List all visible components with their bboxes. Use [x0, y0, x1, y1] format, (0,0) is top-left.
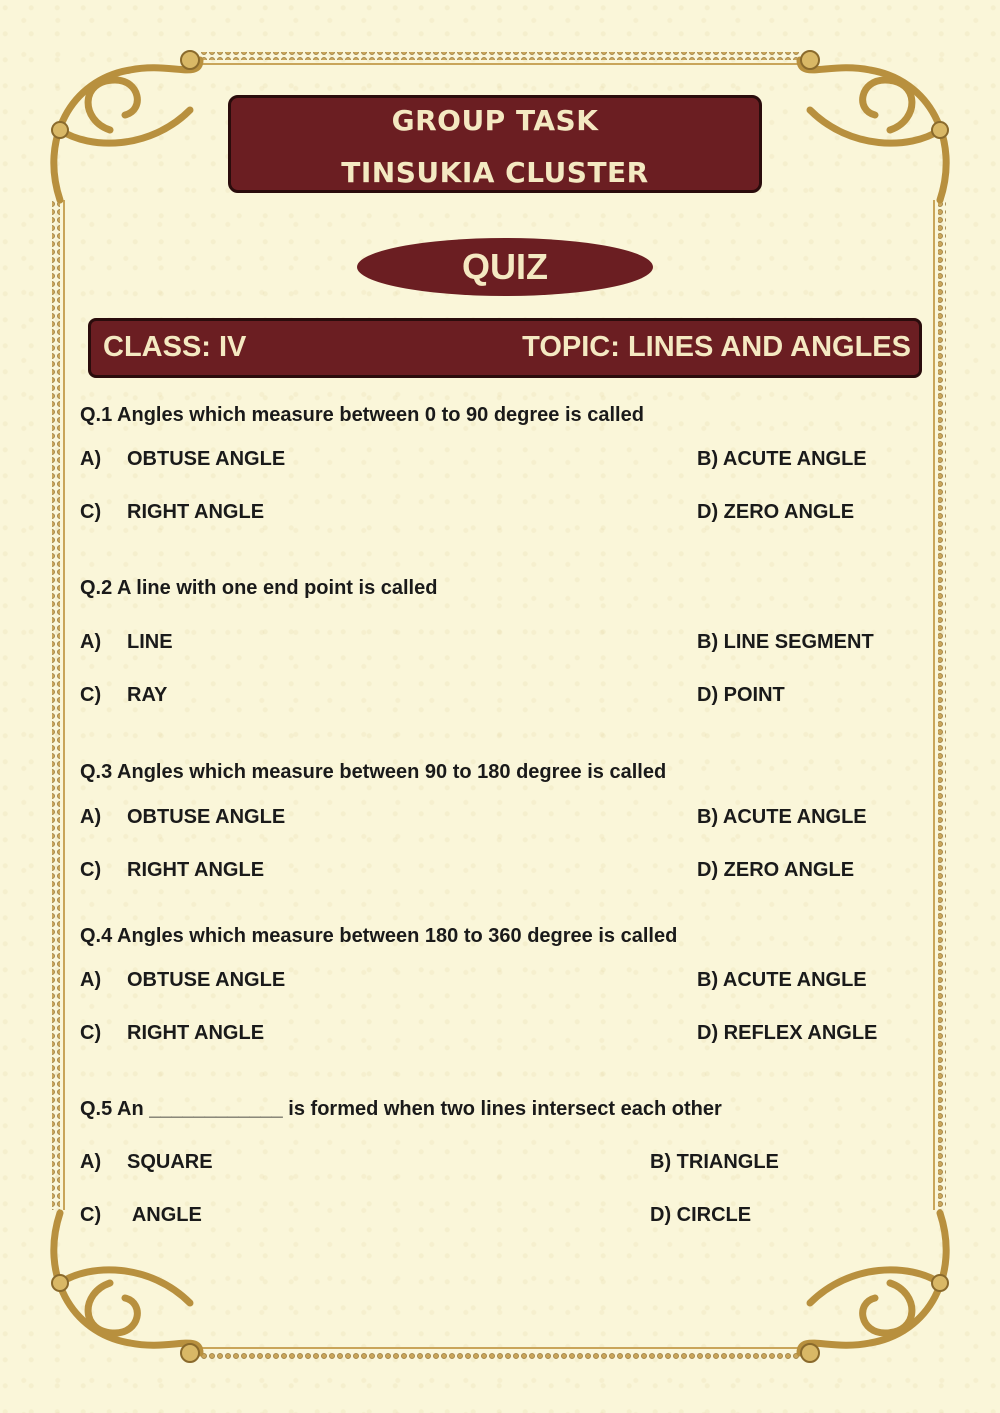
- question-text: Q.3 Angles which measure between 90 to 180 degree is called: [80, 761, 667, 783]
- option-text: SQUARE: [127, 1151, 213, 1173]
- option-text: ANGLE: [127, 1204, 202, 1226]
- option-text: RIGHT ANGLE: [127, 859, 265, 881]
- border-bottom: [200, 1352, 800, 1360]
- corner-flourish-bottom-left: [52, 1213, 200, 1362]
- option-b[interactable]: B) TRIANGLE: [650, 1151, 779, 1173]
- border-top: [200, 52, 800, 60]
- option-letter: A): [80, 806, 102, 828]
- option-text: OBTUSE ANGLE: [127, 969, 286, 991]
- option-a[interactable]: [80, 631, 173, 654]
- option-text: OBTUSE ANGLE: [127, 448, 286, 470]
- corner-flourish-top-right: [800, 51, 948, 200]
- quiz-badge: QUIZ: [357, 238, 653, 296]
- option-d[interactable]: D) ZERO ANGLE: [697, 859, 855, 881]
- option-letter: C): [80, 859, 102, 881]
- option-letter: C): [80, 501, 102, 523]
- option-letter: C): [80, 1204, 102, 1226]
- option-letter: A): [80, 631, 102, 653]
- option-d[interactable]: D) CIRCLE: [650, 1204, 752, 1226]
- class-topic-bar: [88, 318, 922, 378]
- option-letter: A): [80, 1151, 102, 1173]
- option-a[interactable]: [80, 1151, 213, 1174]
- question-text: Q.4 Angles which measure between 180 to 360 degree is called: [80, 925, 678, 947]
- option-a[interactable]: [80, 969, 285, 992]
- header-subtitle: TINSUKIA CLUSTER: [341, 156, 649, 189]
- question-text: Q.1 Angles which measure between 0 to 90 degree is called: [80, 404, 644, 426]
- corner-flourish-top-left: [52, 51, 200, 200]
- option-letter: C): [80, 1022, 102, 1044]
- question-text: Q.2 A line with one end point is called: [80, 577, 438, 599]
- border-left: [52, 200, 60, 1210]
- question-text: Q.5 An ____________ is formed when two lines intersect each other: [80, 1098, 722, 1120]
- option-d[interactable]: D) REFLEX ANGLE: [697, 1022, 878, 1044]
- option-c[interactable]: [80, 859, 264, 882]
- option-b[interactable]: B) ACUTE ANGLE: [697, 969, 867, 991]
- option-b[interactable]: B) LINE SEGMENT: [697, 631, 874, 653]
- option-c[interactable]: [80, 684, 167, 707]
- option-a[interactable]: [80, 448, 285, 471]
- option-letter: C): [80, 684, 102, 706]
- option-d[interactable]: D) ZERO ANGLE: [697, 501, 855, 523]
- option-text: OBTUSE ANGLE: [127, 806, 286, 828]
- option-c[interactable]: [80, 501, 264, 524]
- option-text: RIGHT ANGLE: [127, 501, 265, 523]
- option-c[interactable]: [80, 1022, 264, 1045]
- option-text: LINE: [127, 631, 173, 653]
- option-text: RAY: [127, 684, 168, 706]
- topic-label: TOPIC: LINES AND ANGLES: [522, 331, 911, 363]
- border-right: [938, 200, 946, 1210]
- corner-flourish-bottom-right: [800, 1213, 948, 1362]
- option-text: RIGHT ANGLE: [127, 1022, 265, 1044]
- header-banner: [228, 95, 762, 193]
- header-title: GROUP TASK: [391, 104, 599, 137]
- class-label: CLASS: IV: [103, 331, 247, 363]
- option-c[interactable]: [80, 1204, 202, 1227]
- option-letter: A): [80, 448, 102, 470]
- option-a[interactable]: [80, 806, 285, 829]
- option-b[interactable]: B) ACUTE ANGLE: [697, 448, 867, 470]
- option-b[interactable]: B) ACUTE ANGLE: [697, 806, 867, 828]
- option-d[interactable]: D) POINT: [697, 684, 785, 706]
- option-letter: A): [80, 969, 102, 991]
